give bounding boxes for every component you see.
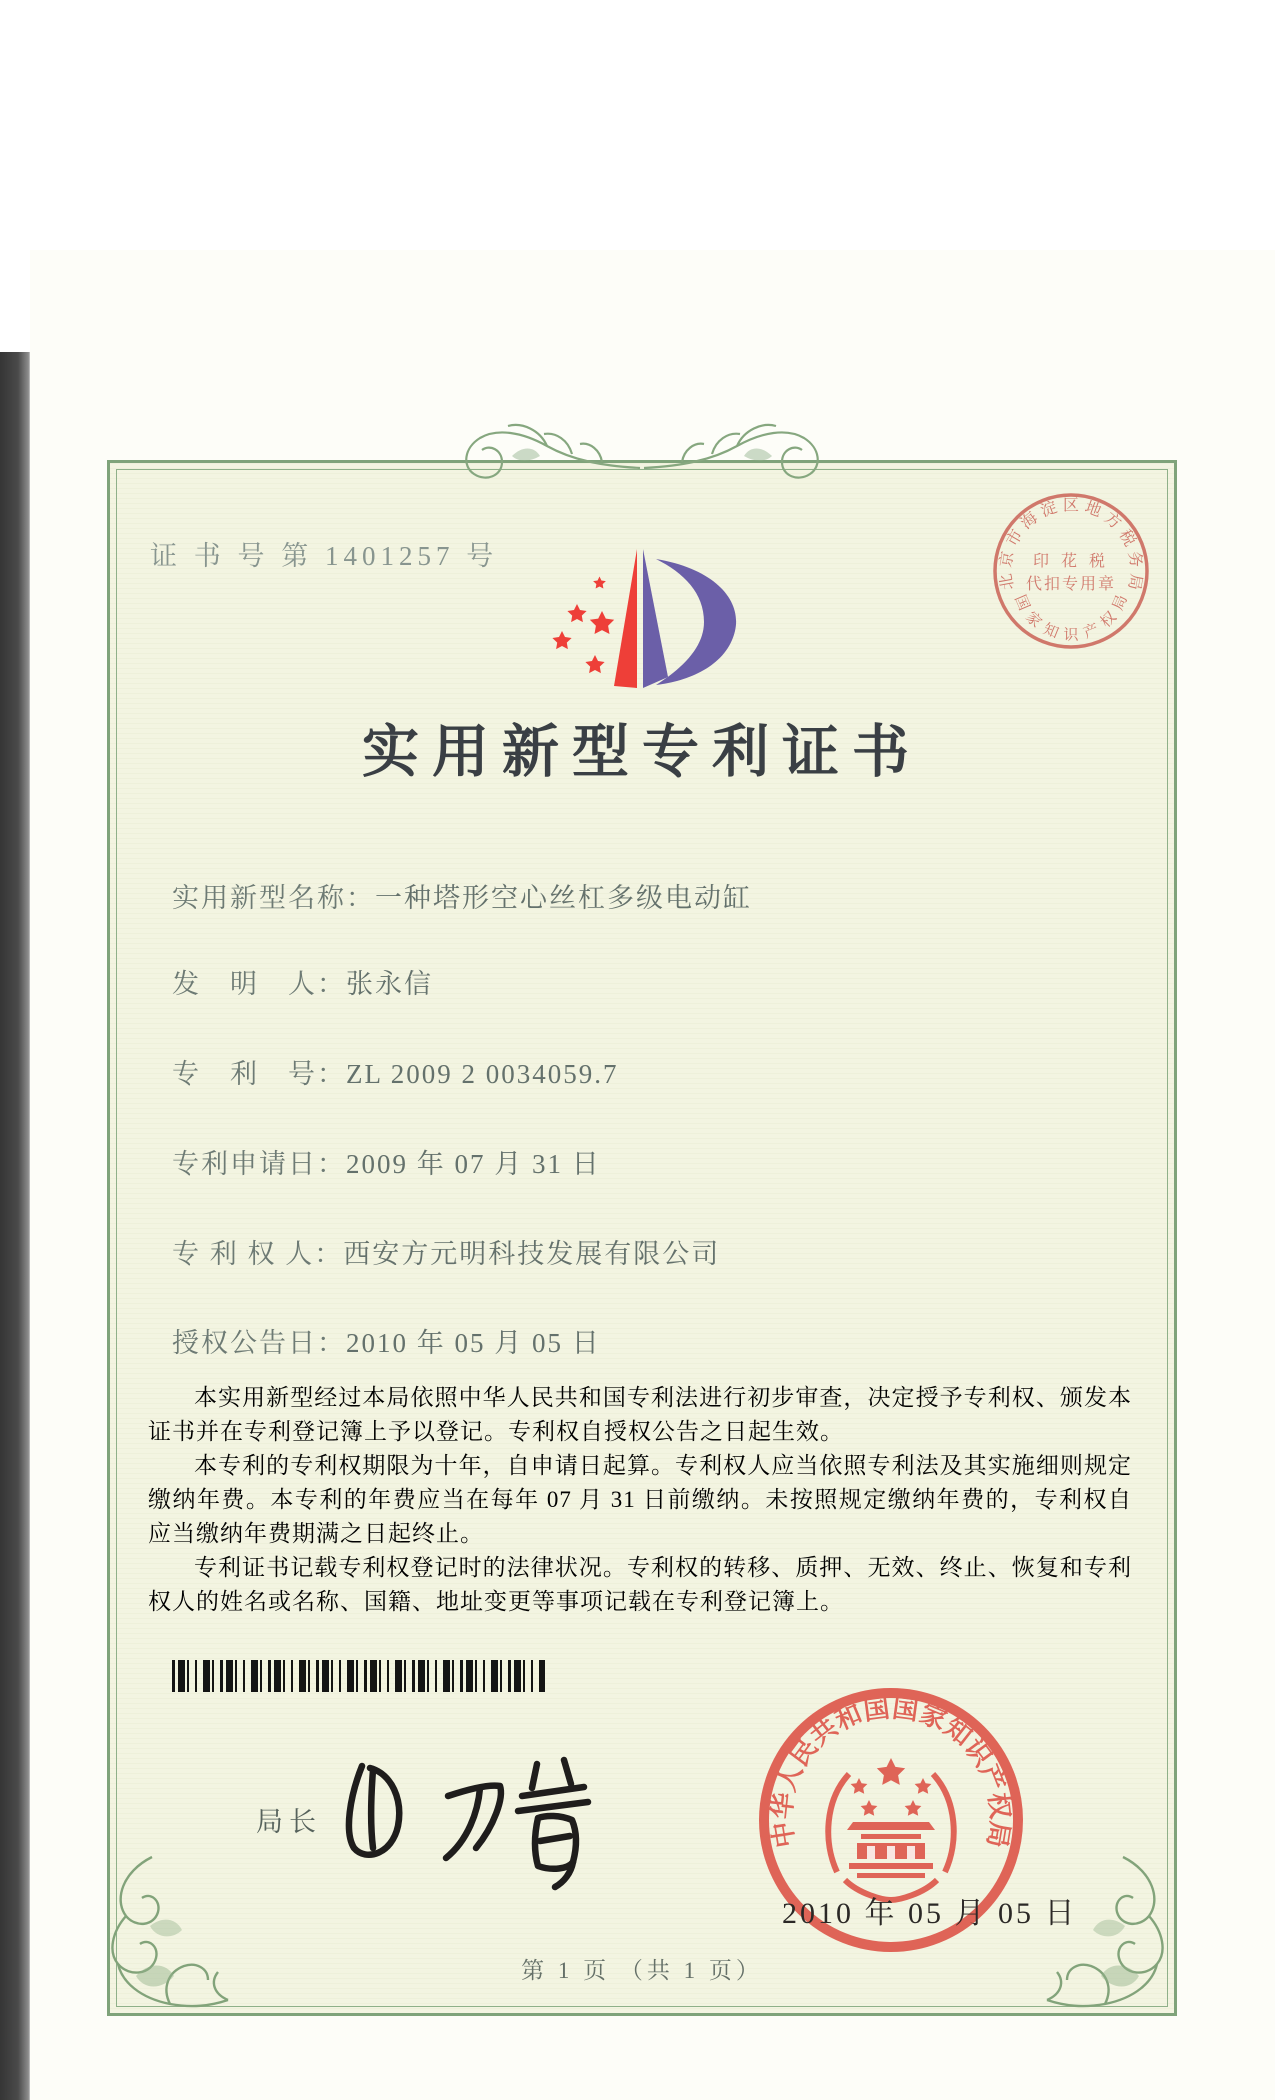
national-emblem bbox=[847, 1758, 935, 1878]
field-label: 专 利 号： bbox=[172, 1059, 346, 1089]
field-value: ZL 2009 2 0034059.7 bbox=[346, 1059, 619, 1089]
field-inventor bbox=[172, 962, 433, 1001]
field-label: 专 利 权 人： bbox=[172, 1239, 344, 1269]
field-value: 一种塔形空心丝杠多级电动缸 bbox=[375, 883, 752, 913]
barcode bbox=[172, 1660, 545, 1692]
commissioner-signature-tian-li-pu bbox=[332, 1748, 622, 1893]
field-value: 2010 年 05 月 05 日 bbox=[346, 1328, 601, 1358]
sipo-logo bbox=[538, 545, 748, 697]
tax-stamp-center-line2: 代扣专用章 bbox=[1025, 576, 1117, 593]
tax-stamp-top-arc-text: 北京市海淀区地方税务局 bbox=[997, 497, 1145, 592]
logo-p-bowl bbox=[656, 559, 736, 685]
tax-stamp-center-line1: 印 花 税 bbox=[1032, 553, 1110, 570]
field-label: 专利申请日： bbox=[172, 1149, 346, 1179]
legal-paragraph-3: 专利证书记载专利权登记时的法律状况。专利权的转移、质押、无效、终止、恢复和专利权人的姓名或名称、国籍、地址变更等事项记载在专利登记簿上。 bbox=[148, 1555, 1132, 1614]
legal-paragraph-1: 本实用新型经过本局依照中华人民共和国专利法进行初步审查，决定授予专利权、颁发本证书并在专利登记簿上予以登记。专利权自授权公告之日起生效。 bbox=[148, 1385, 1132, 1444]
legal-text-block bbox=[148, 1381, 1132, 1619]
scan-edge-shadow bbox=[0, 352, 30, 2100]
logo-stars bbox=[552, 577, 614, 674]
certificate-number: 证 书 号 第 1401257 号 bbox=[150, 541, 499, 571]
field-value: 2009 年 07 月 31 日 bbox=[346, 1149, 601, 1179]
tax-stamp-bottom-arc-text: 国家知识产权局 bbox=[1011, 592, 1131, 644]
certificate-title: 实用新型专利证书 bbox=[362, 721, 922, 784]
seal-date: 2010 年 05 月 05 日 bbox=[782, 1897, 1078, 1930]
field-value: 张永信 bbox=[346, 969, 433, 999]
legal-paragraph-2: 本专利的专利权期限为十年，自申请日起算。专利权人应当依照专利法及其实施细则规定缴纳年费。本专利的年费应当在每年 07 月 31 日前缴纳。未按照规定缴纳年费的，专利权自应当缴纳年费期满之日起终止。 bbox=[148, 1453, 1132, 1546]
page-number: 第 1 页 （共 1 页） bbox=[521, 1958, 763, 1983]
field-value: 西安方元明科技发展有限公司 bbox=[343, 1239, 721, 1269]
field-filing-date bbox=[172, 1142, 601, 1181]
field-label: 发 明 人： bbox=[172, 969, 346, 999]
field-label: 实用新型名称： bbox=[172, 883, 375, 913]
logo-purple-wedge bbox=[643, 549, 668, 688]
seal-ring-text: 中华人民共和国国家知识产权局 bbox=[767, 1693, 1015, 1850]
field-utility-model-name bbox=[172, 876, 752, 915]
tax-stamp-seal bbox=[986, 486, 1156, 656]
field-patentee bbox=[172, 1232, 720, 1271]
logo-red-wedge bbox=[614, 549, 637, 688]
field-grant-date bbox=[172, 1321, 601, 1360]
field-patent-number bbox=[172, 1052, 618, 1091]
field-label: 授权公告日： bbox=[172, 1328, 346, 1358]
commissioner-label: 局长 bbox=[256, 1807, 322, 1837]
